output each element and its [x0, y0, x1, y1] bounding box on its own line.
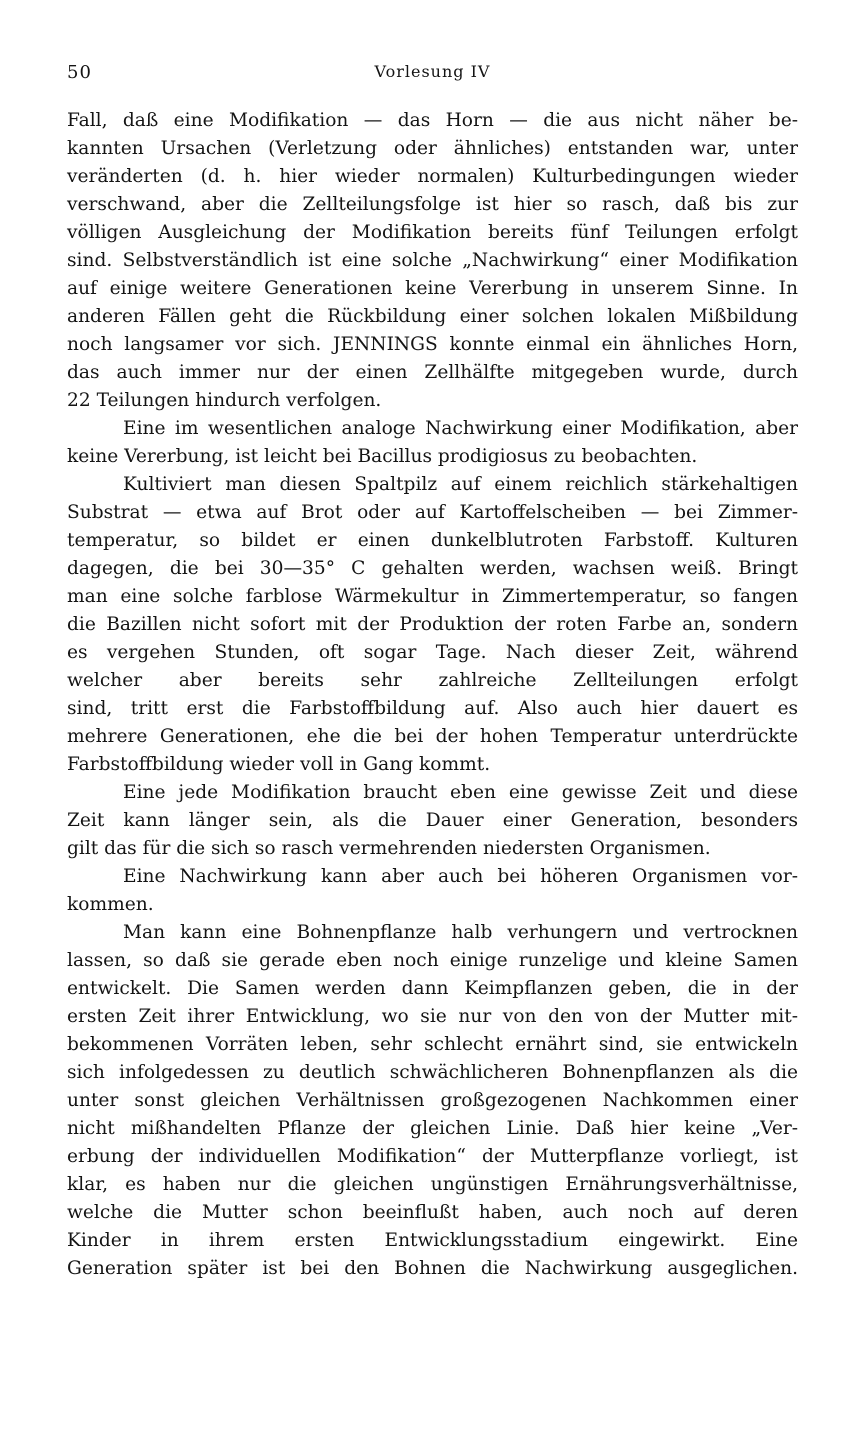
- text-line: lassen, so daß sie gerade eben noch einige runzelige und kleine Samen: [67, 950, 798, 971]
- text-line: gilt das für die sich so rasch vermehrenden niedersten Organismen.: [67, 838, 711, 859]
- text-line: veränderten (d. h. hier wieder normalen) Kulturbedingungen wieder: [67, 166, 798, 187]
- text-line: anderen Fällen geht die Rückbildung einer solchen lokalen Mißbildung: [67, 306, 798, 327]
- text-line: klar, es haben nur die gleichen ungünstigen Ernährungsverhältnisse,: [67, 1174, 798, 1195]
- page-header: [67, 62, 798, 86]
- text-line: entwickelt. Die Samen werden dann Keimpflanzen geben, die in der: [67, 978, 798, 999]
- text-line: sich infolgedessen zu deutlich schwächlicheren Bohnenpflanzen als die: [67, 1062, 798, 1083]
- text-line: Eine Nachwirkung kann aber auch bei höheren Organismen vor-: [123, 866, 798, 887]
- text-line: Generation später ist bei den Bohnen die Nachwirkung ausgeglichen.: [67, 1258, 798, 1279]
- text-line: ersten Zeit ihrer Entwicklung, wo sie nur von den von der Mutter mit-: [67, 1006, 798, 1027]
- text-line: kommen.: [67, 894, 154, 915]
- text-line: unter sonst gleichen Verhältnissen großgezogenen Nachkommen einer: [67, 1090, 798, 1111]
- text-line: bekommenen Vorräten leben, sehr schlecht ernährt sind, sie entwickeln: [67, 1034, 798, 1055]
- text-line: dagegen, die bei 30—35° C gehalten werden, wachsen weiß. Bringt: [67, 558, 798, 579]
- text-line: Fall, daß eine Modifikation — das Horn — die aus nicht näher be-: [67, 110, 798, 131]
- body-text: [67, 107, 798, 1283]
- text-line: erbung der individuellen Modifikation“ der Mutterpflanze vorliegt, ist: [67, 1146, 798, 1167]
- text-line: noch langsamer vor sich. JENNINGS konnte einmal ein ähnliches Horn,: [67, 334, 798, 355]
- text-line: welcher aber bereits sehr zahlreiche Zellteilungen erfolgt: [67, 670, 798, 691]
- text-line: Farbstoffbildung wieder voll in Gang kommt.: [67, 754, 491, 775]
- text-line: verschwand, aber die Zellteilungsfolge ist hier so rasch, daß bis zur: [67, 194, 798, 215]
- text-line: temperatur, so bildet er einen dunkelblutroten Farbstoff. Kulturen: [67, 530, 798, 551]
- text-line: nicht mißhandelten Pflanze der gleichen Linie. Daß hier keine „Ver-: [67, 1118, 798, 1139]
- text-line: das auch immer nur der einen Zellhälfte mitgegeben wurde, durch: [67, 362, 798, 383]
- text-line: keine Vererbung, ist leicht bei Bacillus prodigiosus zu beobachten.: [67, 446, 698, 467]
- text-line: Eine im wesentlichen analoge Nachwirkung einer Modifikation, aber: [123, 418, 798, 439]
- page-number: 50: [67, 62, 92, 83]
- text-line: welche die Mutter schon beeinflußt haben, auch noch auf deren: [67, 1202, 798, 1223]
- text-line: kannten Ursachen (Verletzung oder ähnliches) entstanden war, unter: [67, 138, 798, 159]
- text-line: es vergehen Stunden, oft sogar Tage. Nach dieser Zeit, während: [67, 642, 798, 663]
- text-line: sind, tritt erst die Farbstoffbildung auf. Also auch hier dauert es: [67, 698, 798, 719]
- text-line: die Bazillen nicht sofort mit der Produktion der roten Farbe an, sondern: [67, 614, 798, 635]
- text-line: man eine solche farblose Wärmekultur in Zimmertemperatur, so fangen: [67, 586, 798, 607]
- text-line: Eine jede Modifikation braucht eben eine gewisse Zeit und diese: [123, 782, 798, 803]
- text-line: Kultiviert man diesen Spaltpilz auf einem reichlich stärkehaltigen: [123, 474, 798, 495]
- running-title: Vorlesung IV: [374, 62, 491, 81]
- text-line: Man kann eine Bohnenpflanze halb verhungern und vertrocknen: [123, 922, 798, 943]
- text-line: Zeit kann länger sein, als die Dauer einer Generation, besonders: [67, 810, 798, 831]
- text-line: auf einige weitere Generationen keine Vererbung in unserem Sinne. In: [67, 278, 798, 299]
- text-line: sind. Selbstverständlich ist eine solche „Nachwirkung“ einer Modifikation: [67, 250, 798, 271]
- text-line: Kinder in ihrem ersten Entwicklungsstadium eingewirkt. Eine: [67, 1230, 798, 1251]
- text-line: völligen Ausgleichung der Modifikation bereits fünf Teilungen erfolgt: [67, 222, 798, 243]
- text-line: mehrere Generationen, ehe die bei der hohen Temperatur unterdrückte: [67, 726, 798, 747]
- text-line: 22 Teilungen hindurch verfolgen.: [67, 390, 382, 411]
- text-line: Substrat — etwa auf Brot oder auf Kartoffelscheiben — bei Zimmer-: [67, 502, 798, 523]
